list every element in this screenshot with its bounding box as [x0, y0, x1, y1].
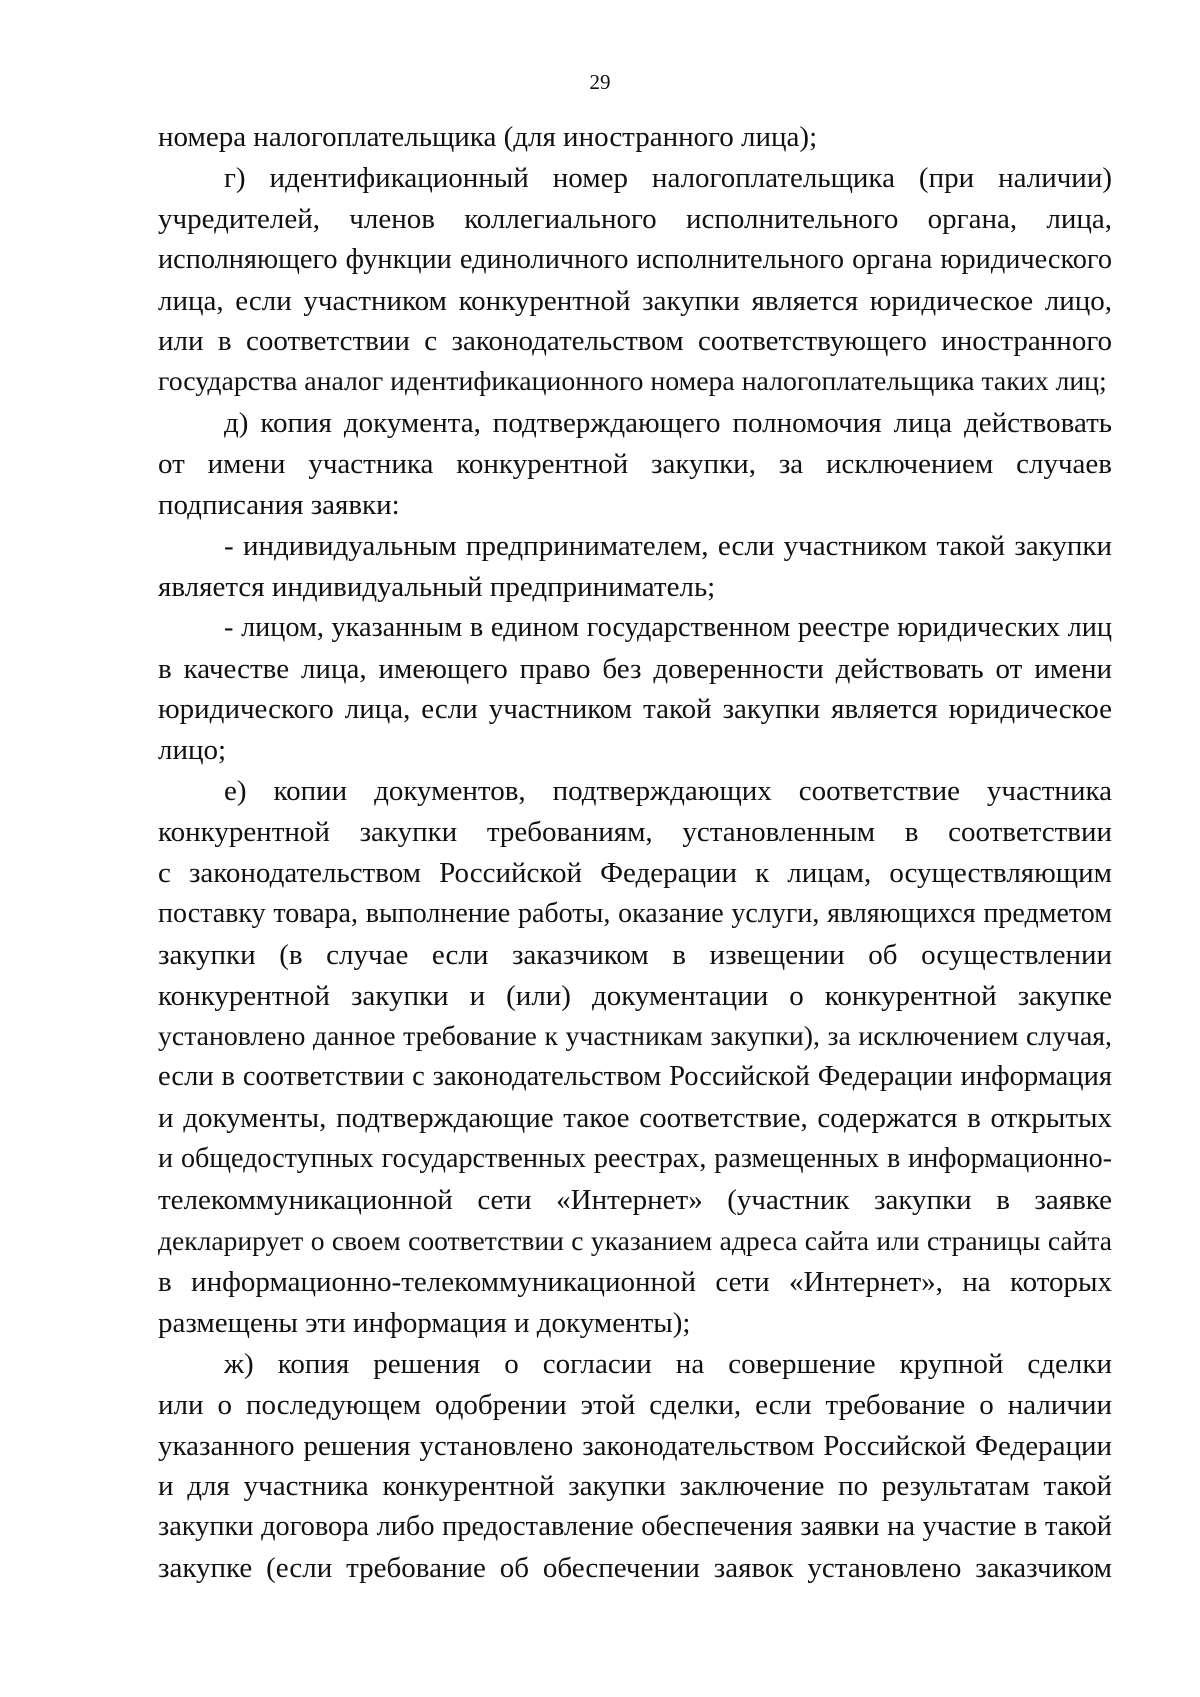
text-line: е) копии документов, подтверждающих соответствие участника: [224, 775, 1112, 808]
text-line: от имени участника конкурентной закупки, за исключением случаев: [158, 448, 1112, 481]
text-line: если в соответствии с законодательством Российской Федерации информация: [158, 1061, 1112, 1093]
text-line: или в соответствии с законодательством соответствующего иностранного: [158, 325, 1112, 358]
text-line: указанного решения установлено законодательством Российской Федерации: [158, 1429, 1112, 1462]
text-line: закупке (если требование об обеспечении заявок установлено заказчиком: [158, 1552, 1112, 1585]
text-line: конкурентной закупки требованиям, установленным в соответствии: [158, 816, 1112, 849]
text-line: юридического лица, если участником такой закупки является юридическое: [158, 693, 1112, 726]
text-line: или о последующем одобрении этой сделки, если требование о наличии: [158, 1388, 1112, 1421]
text-line: декларирует о своем соответствии с указанием адреса сайта или страницы сайта: [158, 1225, 1112, 1257]
text-line: лица, если участником конкурентной закупки является юридическое лицо,: [158, 284, 1112, 317]
page-number: 29: [589, 70, 611, 94]
document-body: [158, 117, 1112, 1589]
text-line: и общедоступных государственных реестрах, размещенных в информационно-: [158, 1143, 1112, 1175]
text-line: закупки (в случае если заказчиком в извещении об осуществлении: [158, 938, 1112, 971]
text-line: учредителей, членов коллегиального исполнительного органа, лица,: [158, 202, 1112, 235]
text-line: лицо;: [158, 734, 227, 767]
text-line: исполняющего функции единоличного исполнительного органа юридического: [158, 243, 1112, 275]
text-line: и для участника конкурентной закупки заключение по результатам такой: [158, 1470, 1112, 1503]
text-line: в информационно-телекоммуникационной сети «Интернет», на которых: [158, 1265, 1112, 1298]
text-line: является индивидуальный предприниматель;: [158, 570, 716, 603]
text-line: - индивидуальным предпринимателем, если участником такой закупки: [224, 529, 1112, 562]
text-line: в качестве лица, имеющего право без доверенности действовать от имени: [158, 652, 1112, 685]
text-line: размещены эти информация и документы);: [158, 1306, 691, 1339]
text-line: поставку товара, выполнение работы, оказание услуги, являющихся предметом: [158, 897, 1112, 929]
text-line: государства аналог идентификационного номера налогоплательщика таких лиц;: [158, 366, 1107, 398]
text-line: конкурентной закупки и (или) документации о конкурентной закупке: [158, 979, 1112, 1012]
text-line: телекоммуникационной сети «Интернет» (участник закупки в заявке: [158, 1184, 1112, 1217]
text-line: с законодательством Российской Федерации к лицам, осуществляющим: [158, 857, 1112, 890]
text-line: подписания заявки:: [158, 489, 400, 522]
text-line: установлено данное требование к участникам закупки), за исключением случая,: [158, 1020, 1112, 1052]
text-line: номера налогоплательщика (для иностранного лица);: [158, 121, 818, 153]
text-line: и документы, подтверждающие такое соответствие, содержатся в открытых: [158, 1102, 1112, 1135]
text-line: - лицом, указанным в едином государственном реестре юридических лиц: [224, 611, 1112, 643]
text-line: г) идентификационный номер налогоплательщика (при наличии): [224, 161, 1112, 194]
text-line: д) копия документа, подтверждающего полномочия лица действовать: [224, 407, 1112, 440]
text-line: ж) копия решения о согласии на совершение крупной сделки: [224, 1347, 1112, 1380]
text-line: закупки договора либо предоставление обеспечения заявки на участие в такой: [158, 1511, 1112, 1543]
